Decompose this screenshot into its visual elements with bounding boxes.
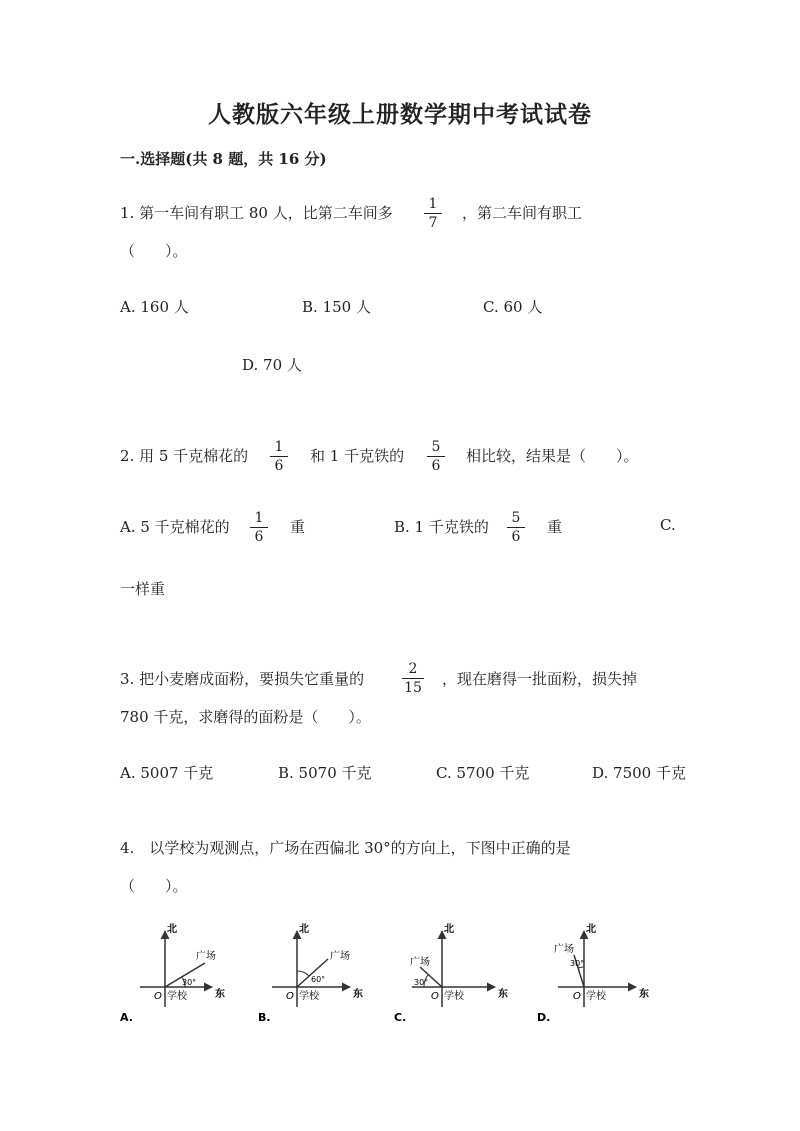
school-label: 学校 — [299, 991, 319, 1002]
q3-option-b: B. 5070 千克 — [278, 764, 372, 782]
plaza-label: 广场 — [330, 951, 350, 962]
q1-frac-den: 7 — [428, 215, 438, 231]
q2-option-a-fraction — [248, 510, 270, 545]
q2-text-a: 2. 用 5 千克棉花的 — [120, 447, 249, 465]
q1-option-b: B. 150 人 — [302, 298, 371, 316]
east-label: 东 — [498, 989, 508, 1000]
q2-option-a-tail: 重 — [290, 518, 306, 536]
q3-option-d: D. 7500 千克 — [592, 764, 686, 782]
q1-option-d: D. 70 人 — [242, 356, 302, 374]
school-label: 学校 — [586, 991, 606, 1002]
q1-option-c: C. 60 人 — [483, 298, 543, 316]
q2-option-b-fraction — [505, 510, 527, 545]
angle-label: 60° — [311, 975, 326, 984]
q2-option-c: C. — [660, 516, 676, 534]
north-label: 北 — [586, 924, 596, 935]
section-heading: 一.选择题(共 8 题，共 16 分) — [120, 150, 327, 168]
q3-frac-num: 2 — [408, 661, 418, 677]
q2-optB-num: 5 — [511, 510, 521, 526]
frac-bar — [424, 213, 442, 214]
origin-label: O — [286, 991, 294, 1002]
plaza-label: 广场 — [554, 944, 574, 955]
origin-label: O — [573, 991, 581, 1002]
q3-text-a: 3. 把小麦磨成面粉，要损失它重量的 — [120, 670, 365, 688]
q2-text-c: 相比较，结果是（ ）。 — [466, 447, 639, 465]
north-label: 北 — [299, 924, 309, 935]
frac-bar — [250, 527, 268, 528]
q2-optA-num: 1 — [254, 510, 264, 526]
q1-text-a: 1. 第一车间有职工 80 人，比第二车间多 — [120, 204, 393, 222]
diagram-letter: A. — [120, 1011, 133, 1024]
diagram-letter: D. — [537, 1011, 551, 1024]
frac-bar — [427, 456, 445, 457]
diagram-letter: B. — [258, 1011, 271, 1024]
q2-optB-den: 6 — [511, 529, 521, 545]
q1-text-b: ，第二车间有职工 — [462, 204, 583, 222]
frac-bar — [270, 456, 288, 457]
q1-frac-num: 1 — [428, 196, 438, 212]
q2-optA-den: 6 — [254, 529, 264, 545]
q2-option-b-tail: 重 — [547, 518, 563, 536]
school-label: 学校 — [444, 991, 464, 1002]
angle-label: 30° — [182, 978, 197, 987]
q4-text-b: （ ）。 — [120, 877, 188, 895]
q3-text-b: ，现在磨得一批面粉，损失掉 — [442, 670, 638, 688]
frac-bar — [402, 678, 424, 679]
q3-option-a: A. 5007 千克 — [120, 764, 214, 782]
origin-label: O — [154, 991, 162, 1002]
q3-fraction — [400, 661, 426, 696]
angle-label: 30° — [414, 978, 429, 987]
q1-text-c: （ ）。 — [120, 242, 188, 260]
diagram-letter: C. — [394, 1011, 407, 1024]
page-title: 人教版六年级上册数学期中考试试卷 — [208, 101, 592, 128]
origin-label: O — [431, 991, 439, 1002]
north-label: 北 — [167, 924, 177, 935]
plaza-label: 广场 — [196, 951, 216, 962]
q3-frac-den: 15 — [404, 680, 422, 696]
q1-fraction — [422, 196, 444, 231]
east-label: 东 — [215, 989, 225, 1000]
frac-bar — [507, 527, 525, 528]
q1-option-a: A. 160 人 — [120, 298, 189, 316]
east-label: 东 — [639, 989, 649, 1000]
q3-text-c: 780 千克，求磨得的面粉是（ ）。 — [120, 708, 371, 726]
q4-diagrams — [0, 915, 800, 1035]
q3-option-c: C. 5700 千克 — [436, 764, 530, 782]
q2-frac1-num: 1 — [274, 439, 284, 455]
east-label: 东 — [353, 989, 363, 1000]
q2-frac2-den: 6 — [431, 458, 441, 474]
q2-option-b: B. 1 千克铁的 — [394, 518, 489, 536]
q4-text-a: 4. 以学校为观测点，广场在西偏北 30°的方向上，下图中正确的是 — [120, 839, 571, 857]
q2-option-c-tail: 一样重 — [120, 580, 166, 598]
diagram-b — [258, 923, 363, 1024]
q2-option-a: A. 5 千克棉花的 — [120, 518, 230, 536]
angle-arc — [297, 971, 309, 976]
q2-fraction-2 — [425, 439, 447, 474]
q2-frac2-num: 5 — [431, 439, 441, 455]
diagram-c — [394, 923, 508, 1024]
q2-frac1-den: 6 — [274, 458, 284, 474]
diagram-d — [537, 923, 649, 1024]
q2-fraction-1 — [268, 439, 290, 474]
north-label: 北 — [444, 924, 454, 935]
angle-label: 30° — [570, 959, 585, 968]
diagram-a — [120, 923, 225, 1024]
q2-text-b: 和 1 千克铁的 — [310, 447, 405, 465]
plaza-label: 广场 — [410, 957, 430, 968]
school-label: 学校 — [167, 991, 187, 1002]
